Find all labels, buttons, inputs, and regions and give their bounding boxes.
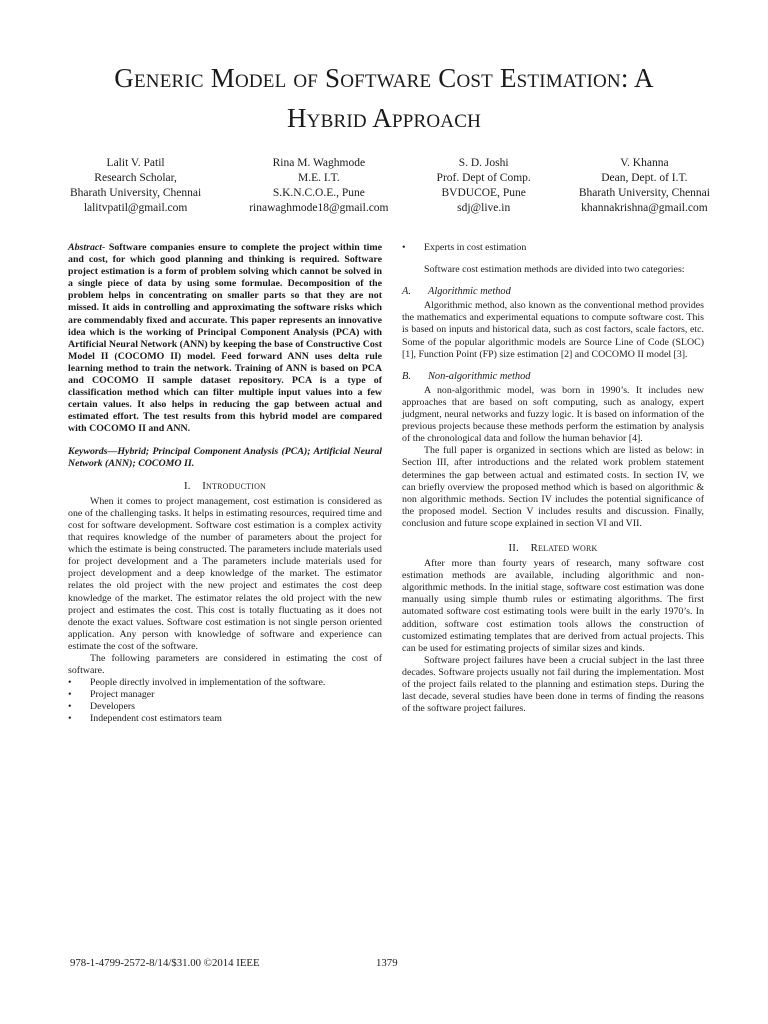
author-affiliation: Bharath University, Chennai [578,187,710,199]
list-item: • Project manager [68,689,382,701]
list-item: • Developers [68,701,382,713]
author-role: Research Scholar, [94,172,177,184]
methods-intro: Software cost estimation methods are divided into two categories: [424,264,685,276]
paper-title [40,58,728,138]
author-block [70,156,710,216]
intro-paragraph-2: The following parameters are considered in estimating the cost of software. [68,653,382,677]
subsection-title: Non-algorithmic method [428,370,531,382]
author-email: lalitvpatil@gmail.com [83,202,188,214]
subsection-title: Algorithmic method [428,286,511,298]
abstract [68,242,382,436]
subsection-letter: A. [402,286,411,298]
abstract-text: Software companies ensure to complete the project within time and cost, for which good planning and thinking is required. Software project estimation is a form of problem solving which cannot be solved in a single piece of data by using some formulae. Decomposition of the problem helps in concentrating on smaller parts so that they are not missed. It aids in controlling and approximating the software risks which are commendably fixed and accurate. This paper represents an innovative idea which is the working of Principal Component Analysis (PCA) with Artificial Neural Network (ANN) by keeping the base of Constructive Cost Model II (COCOMO II) model. Feed forward ANN uses delta rule learning method to train the network. Training of ANN is based on PCA and COCOMO II sample dataset repository. PCA is a type of classification method which can filter multiple input values into a few certain values. It also helps in reducing the gap between actual and estimated effort. The test results from this hybrid model are compared with COCOMO II and ANN. [68,242,382,435]
list-item: • Experts in cost estimation [402,242,704,254]
author-affiliation: S.K.N.C.O.E., Pune [272,187,365,199]
abstract-label: Abstract- [68,242,106,253]
author-email: rinawaghmode18@gmail.com [249,202,389,214]
parameter-list-continued [402,242,704,254]
list-item: • People directly involved in implementation of the software. [68,677,382,689]
section-heading-introduction [68,480,382,492]
author-name: V. Khanna [620,157,669,169]
subsection-letter: B. [402,370,411,382]
author-1 [70,156,201,216]
keywords: Keywords—Hybrid; Principal Component Analysis (PCA); Artificial Neural Network (ANN); COCOMO II. [68,445,382,469]
section-number: II. [508,541,519,554]
section-number: I. [183,479,191,492]
author-name: Rina M. Waghmode [272,157,366,169]
left-column [68,242,382,726]
author-role: Prof. Dept of Comp. [436,172,531,184]
section-title: Introduction [202,479,267,492]
paper-title-line-1: Generic Model of Software Cost Estimation: A [114,63,654,93]
intro-paragraph-1: When it comes to project management, cost estimation is considered as one of the challenging tasks. It helps in estimating resources, required time and cost for software development. Software cost estimation is a complex activity that requires knowledge of the number of parameters about the project for which the estimate is being constructed. The parameters include materials used for project development and a The parameters include materials used for project development and a deep knowledge of the market. The estimator relates the old project with the new project and estimates the cost deep knowledge of the market. The estimator relates the old project with the new project and estimates the cost. This cost is totally fluctuating as it does not denote the exact values. Software cost estimation is not single person oriented application. Any person with knowledge of software and experience can estimate the cost of the software. [68,495,382,652]
author-email: khannakrishna@gmail.com [581,202,708,214]
page-number: 1379 [376,957,398,969]
section-heading-related-work [402,542,704,554]
copyright-notice: 978-1-4799-2572-8/14/$31.00 ©2014 IEEE [70,957,260,969]
related-paragraph-2: Software project failures have been a crucial subject in the last three decades. Software projects usually not fail during the implementation. Most of the project fails related to the planning and estimation steps. During the last decade, several studies have been done in terms of finding the reasons of the software project failures. [402,654,704,715]
paper-title-line-2: Hybrid Approach [286,103,481,133]
author-name: Lalit V. Patil [106,157,165,169]
author-role: M.E. I.T. [298,172,340,184]
author-affiliation: BVDUCOE, Pune [441,187,526,199]
related-paragraph-1: After more than fourty years of research, many software cost estimation methods are available, including algorithmic and non-algorithmic methods. In the initial stage, software cost estimation was done manually using simple thumb rules or estimating algorithms. The first automated software cost estimating tools were built in the early 1970’s. In addition, software cost estimation tools allows the construction of customized estimating templates that are derived from actual projects. This can be used for estimating projects of similar sizes and kinds. [402,558,704,654]
non-algorithmic-paragraph: A non-algorithmic model, was born in 1990’s. It includes new approaches that are based on soft computing, such as analogy, expert judgment, neural networks and fuzzy logic. It is based on information of the previous projects because these methods perform the estimation by analysis of the chronological data and follow the human behavior [4]. [402,384,704,445]
section-title: Related work [530,541,598,554]
author-affiliation: Bharath University, Chennai [70,187,202,199]
algorithmic-paragraph: Algorithmic method, also known as the conventional method provides the mathematics and experimental equations to compute software cost. This is based on inputs and historical data, such as cost factors, scale factors, etc. Some of the popular algorithmic models are Source Line of Code (SLOC) [1], Function Point (FP) size estimation [2] and COCOMO II model [3]. [402,300,704,360]
author-email: sdj@live.in [457,202,511,214]
parameter-list [68,677,382,725]
author-role: Dean, Dept. of I.T. [601,172,688,184]
list-item: • Independent cost estimators team [68,713,382,725]
author-name: S. D. Joshi [458,157,509,169]
right-column [402,242,704,715]
author-4 [579,156,710,216]
organization-paragraph: The full paper is organized in sections which are listed as below: in Section III, after introductions and the related work problem statement determines the gap between actual and estimated costs. In section IV, we can briefly overview the proposed method which is based on algorithmic & non algorithmic methods. Section IV includes the potential significance of the proposed model. Section V includes results and discussion. Finally, conclusion and future scope explained in section VI and VII. [402,445,704,529]
author-3 [437,156,531,216]
subsection-heading-non-algorithmic [402,371,704,383]
author-2 [249,156,388,216]
subsection-heading-algorithmic [402,286,704,298]
